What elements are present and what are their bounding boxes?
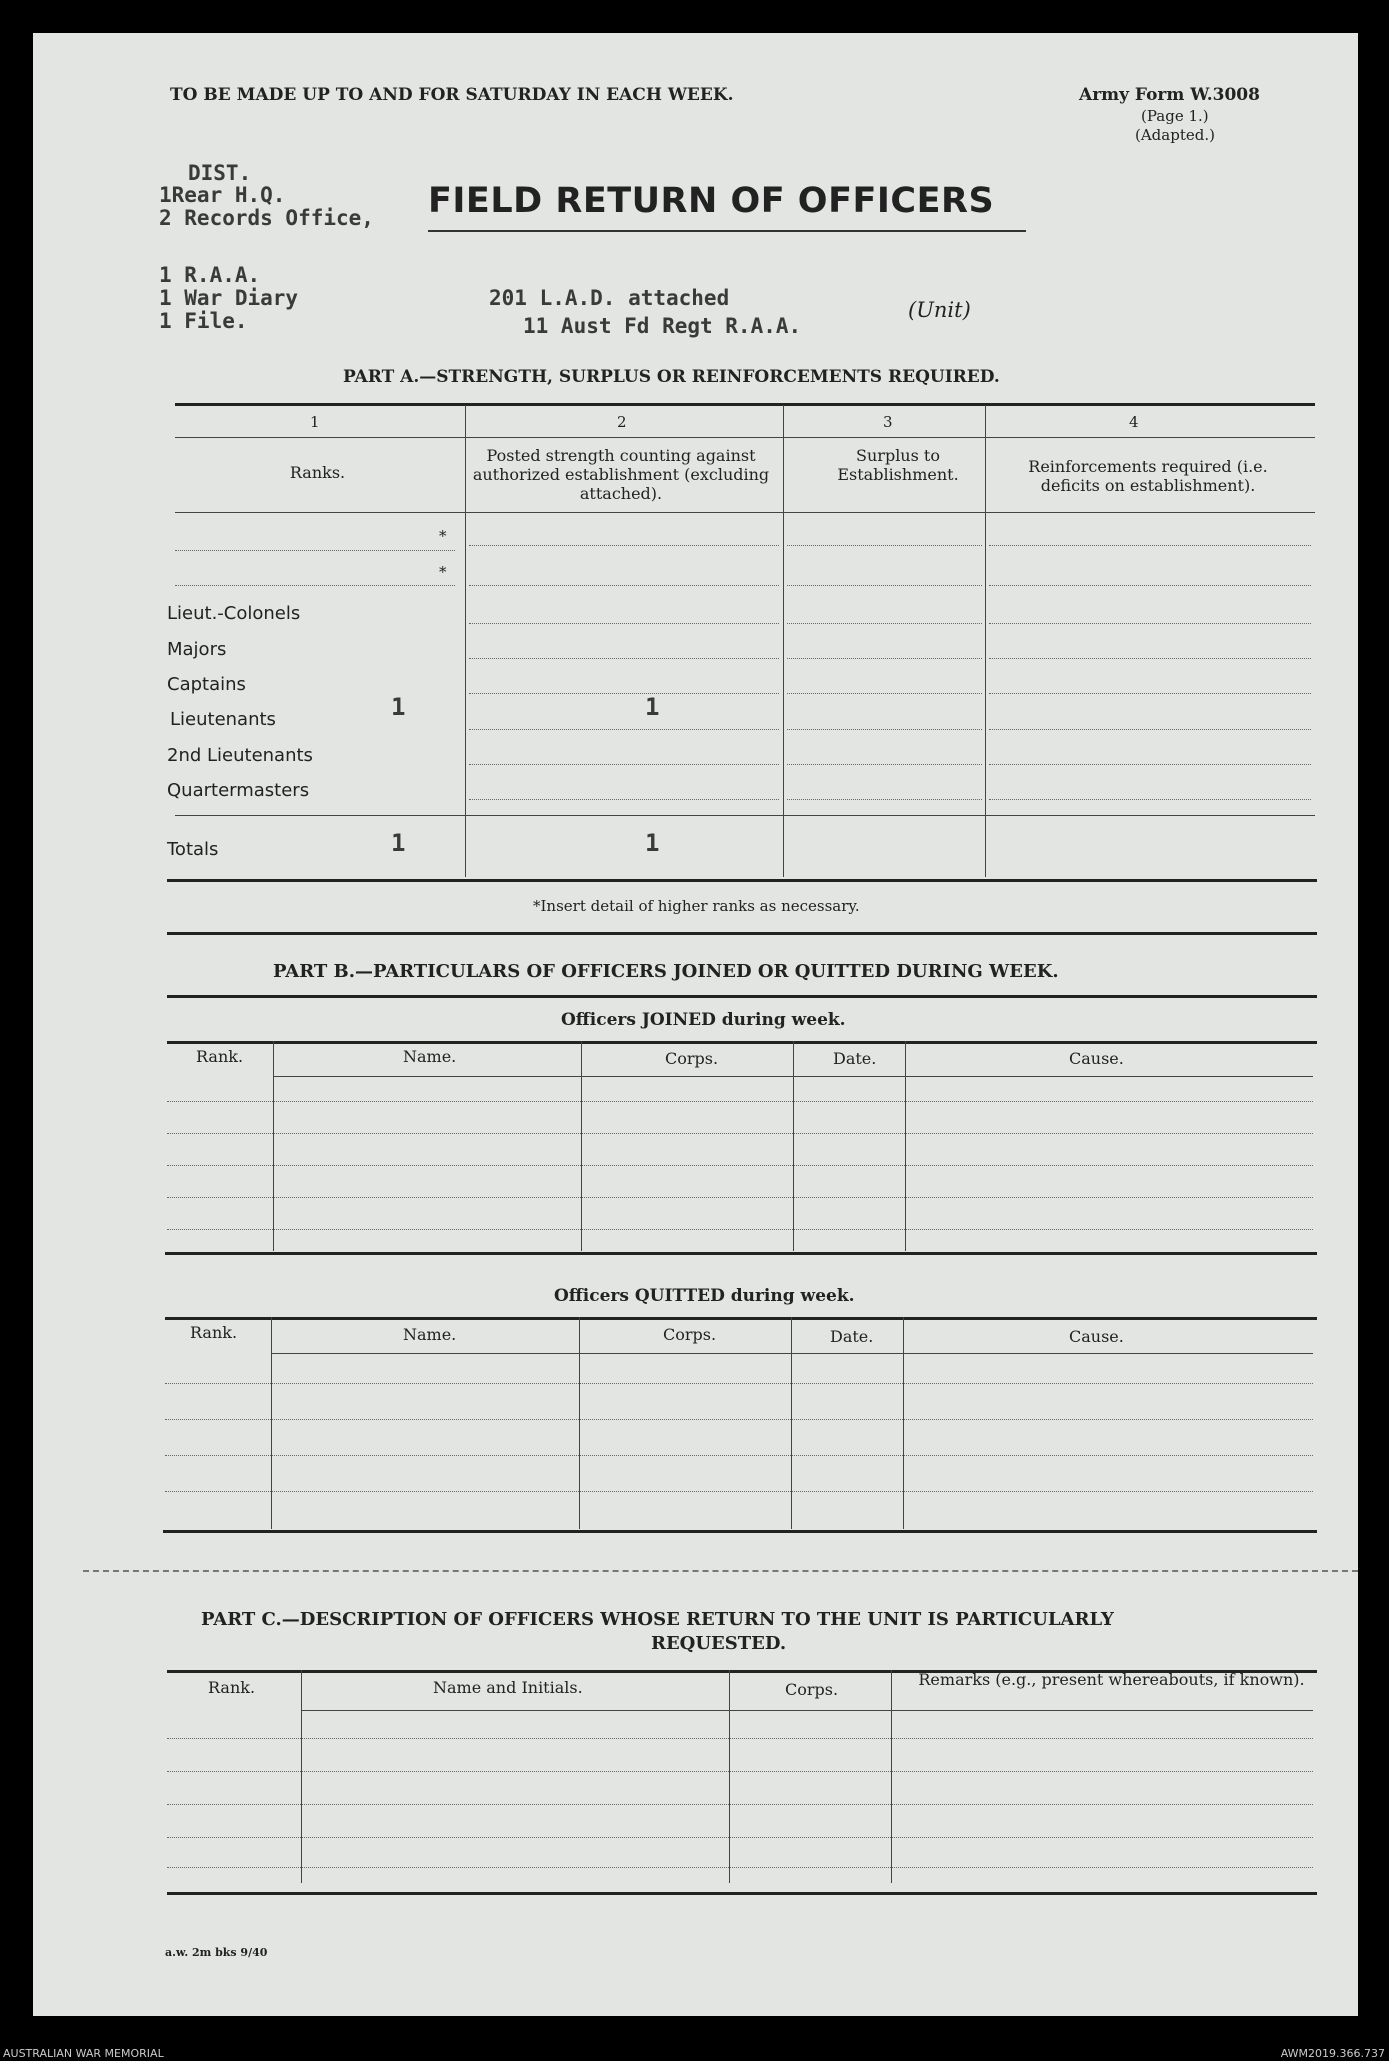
- perforation-line: [83, 1570, 1358, 1572]
- part-b-title: PART B.—PARTICULARS OF OFFICERS JOINED OR QUITTED DURING WEEK.: [273, 961, 1059, 982]
- footer-right-text: AWM2019.366.737: [1280, 2047, 1385, 2060]
- joined-col-name: Name.: [403, 1047, 457, 1066]
- part-c-col-name: Name and Initials.: [433, 1678, 583, 1697]
- part-c-title-line-2: REQUESTED.: [651, 1633, 787, 1654]
- part-c-col-rank: Rank.: [208, 1678, 256, 1697]
- joined-vline-3: [793, 1041, 794, 1251]
- dot-rule: [167, 1771, 1313, 1772]
- rank-quartermasters: Quartermasters: [167, 780, 310, 801]
- quitted-vline-2: [579, 1317, 580, 1529]
- dist-line-5: 1 War Diary: [159, 286, 299, 310]
- dot-rule: [167, 1101, 1313, 1102]
- part-c-vline-3: [891, 1670, 892, 1883]
- dot-rule: [165, 1383, 1313, 1384]
- col-number-3: 3: [883, 413, 893, 431]
- print-code: a.w. 2m bks 9/40: [165, 1946, 268, 1959]
- part-c-title-line-1: PART C.—DESCRIPTION OF OFFICERS WHOSE RETURN TO THE UNIT IS PARTICULARLY: [201, 1609, 1114, 1630]
- part-c-col-remarks: Remarks (e.g., present whereabouts, if known).: [918, 1670, 1305, 1689]
- totals-col1-value: 1: [391, 829, 406, 857]
- part-a-vline-2: [783, 405, 784, 877]
- dot-rule: [989, 658, 1311, 659]
- joined-col-date: Date.: [833, 1049, 877, 1068]
- quitted-col-corps: Corps.: [663, 1325, 717, 1344]
- dot-rule: [787, 658, 982, 659]
- quitted-vline-1: [271, 1317, 272, 1529]
- asterisk-1: *: [439, 527, 447, 545]
- dot-rule: [469, 799, 779, 800]
- dot-rule: [989, 729, 1311, 730]
- form-page: [33, 33, 1358, 2016]
- dot-rule: [989, 545, 1311, 546]
- totals-top-rule: [175, 815, 1315, 816]
- dot-rule: [469, 658, 779, 659]
- dot-rule: [787, 585, 982, 586]
- joined-vline-4: [905, 1041, 906, 1251]
- dot-rule: [165, 1491, 1313, 1492]
- col-number-1: 1: [310, 413, 320, 431]
- col-header-surplus: Surplus to Establishment.: [837, 446, 959, 484]
- rank-majors: Majors: [167, 639, 227, 660]
- quitted-col-rank: Rank.: [190, 1323, 238, 1342]
- dot-rule: [165, 1455, 1313, 1456]
- dist-line-1: DIST.: [188, 161, 252, 185]
- footer-left-text: AUSTRALIAN WAR MEMORIAL: [3, 2047, 164, 2060]
- form-page-number: (Page 1.): [1141, 107, 1209, 125]
- totals-label: Totals: [167, 839, 219, 860]
- form-adapted: (Adapted.): [1135, 126, 1215, 144]
- part-c-vline-2: [729, 1670, 730, 1883]
- joined-col-corps: Corps.: [665, 1049, 719, 1068]
- dot-rule: [787, 693, 982, 694]
- unit-line-1: 201 L.A.D. attached: [489, 286, 730, 310]
- dot-rule: [469, 545, 779, 546]
- dot-rule: [787, 545, 982, 546]
- header-bottom-rule: [175, 512, 1315, 513]
- rank-lieut-colonels: Lieut.-Colonels: [167, 603, 301, 624]
- unit-label: (Unit): [908, 298, 971, 322]
- rank-2nd-lieutenants: 2nd Lieutenants: [167, 745, 313, 766]
- col-number-rule: [175, 437, 1315, 438]
- dot-rule: [469, 764, 779, 765]
- col-number-2: 2: [617, 413, 627, 431]
- rank-lieutenants: Lieutenants: [170, 709, 276, 730]
- part-b-rule: [167, 995, 1317, 998]
- quitted-top-rule: [165, 1317, 1317, 1320]
- dot-rule: [167, 1197, 1313, 1198]
- joined-bottom-rule: [165, 1252, 1317, 1255]
- joined-col-rank: Rank.: [196, 1047, 244, 1066]
- col-number-4: 4: [1129, 413, 1139, 431]
- dot-rule: [175, 585, 455, 586]
- dot-rule: [165, 1419, 1313, 1420]
- asterisk-2: *: [439, 563, 447, 581]
- joined-vline-1: [273, 1041, 274, 1251]
- part-a-top-rule: [175, 403, 1315, 406]
- dot-rule: [469, 623, 779, 624]
- footnote-rule: [167, 932, 1317, 935]
- dot-rule: [167, 1133, 1313, 1134]
- part-a-bottom-rule: [167, 879, 1317, 882]
- quitted-bottom-rule: [163, 1530, 1317, 1533]
- instruction-text: TO BE MADE UP TO AND FOR SATURDAY IN EACH WEEK.: [170, 85, 734, 105]
- dot-rule: [167, 1867, 1313, 1868]
- form-number: Army Form W.3008: [1079, 85, 1260, 105]
- dist-line-3: 2 Records Office,: [159, 206, 374, 230]
- archive-footer: [0, 2018, 1389, 2061]
- quitted-vline-3: [791, 1317, 792, 1529]
- joined-vline-2: [581, 1041, 582, 1251]
- dot-rule: [469, 729, 779, 730]
- quitted-col-name: Name.: [403, 1325, 457, 1344]
- dot-rule: [989, 764, 1311, 765]
- quitted-title: Officers QUITTED during week.: [554, 1286, 855, 1306]
- lieutenants-col1-value: 1: [391, 693, 406, 721]
- dot-rule: [469, 693, 779, 694]
- dot-rule: [175, 550, 455, 551]
- dot-rule: [989, 585, 1311, 586]
- quitted-header-rule: [271, 1353, 1313, 1354]
- dist-line-2: 1Rear H.Q.: [159, 183, 286, 207]
- dot-rule: [167, 1165, 1313, 1166]
- part-c-bottom-rule: [167, 1892, 1317, 1895]
- dot-rule: [989, 693, 1311, 694]
- dist-line-4: 1 R.A.A.: [159, 263, 261, 287]
- part-a-footnote: *Insert detail of higher ranks as necessary.: [533, 897, 860, 915]
- dist-line-6: 1 File.: [159, 309, 248, 333]
- col-header-ranks: Ranks.: [289, 463, 346, 482]
- part-a-title: PART A.—STRENGTH, SURPLUS OR REINFORCEMENTS REQUIRED.: [343, 367, 1000, 387]
- lieutenants-col2-value: 1: [645, 693, 660, 721]
- joined-top-rule: [167, 1041, 1317, 1044]
- page-title: FIELD RETURN OF OFFICERS: [428, 181, 995, 221]
- dot-rule: [787, 764, 982, 765]
- quitted-col-cause: Cause.: [1069, 1327, 1124, 1346]
- col-header-posted-strength: Posted strength counting against authorized establishment (excluding attached).: [472, 446, 770, 503]
- dot-rule: [989, 623, 1311, 624]
- dot-rule: [787, 623, 982, 624]
- part-c-col-corps: Corps.: [785, 1680, 839, 1699]
- joined-col-cause: Cause.: [1069, 1049, 1124, 1068]
- part-a-vline-3: [985, 405, 986, 877]
- joined-title: Officers JOINED during week.: [561, 1010, 846, 1030]
- dot-rule: [787, 799, 982, 800]
- dot-rule: [989, 799, 1311, 800]
- totals-col2-value: 1: [645, 829, 660, 857]
- dot-rule: [167, 1229, 1313, 1230]
- dot-rule: [167, 1804, 1313, 1805]
- dot-rule: [787, 729, 982, 730]
- unit-line-2: 11 Aust Fd Regt R.A.A.: [523, 314, 802, 338]
- rank-captains: Captains: [167, 674, 246, 695]
- dot-rule: [167, 1738, 1313, 1739]
- part-c-header-rule: [301, 1710, 1313, 1711]
- part-a-vline-1: [465, 405, 466, 877]
- quitted-col-date: Date.: [830, 1327, 874, 1346]
- quitted-vline-4: [903, 1317, 904, 1529]
- title-underline: [428, 230, 1026, 232]
- dot-rule: [167, 1837, 1313, 1838]
- dot-rule: [469, 585, 779, 586]
- col-header-reinforcements: Reinforcements required (i.e. deficits on establishment).: [1028, 457, 1268, 495]
- part-c-vline-1: [301, 1670, 302, 1883]
